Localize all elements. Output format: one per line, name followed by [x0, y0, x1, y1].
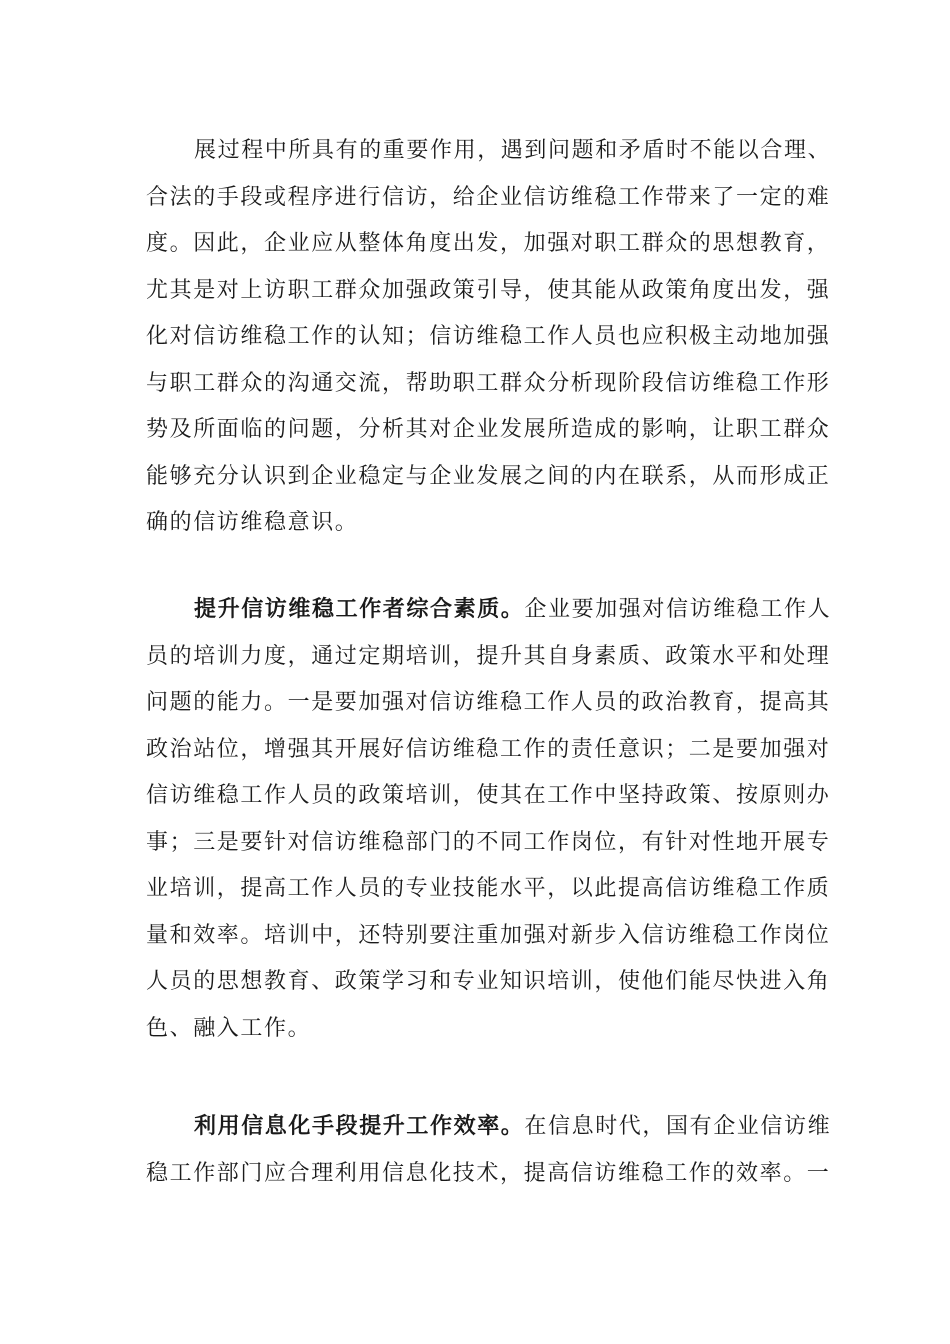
- paragraph-2: [146, 587, 832, 1052]
- text-line: 度。因此，企业应从整体角度出发，加强对职工群众的思想教育，: [146, 231, 831, 256]
- text-span: 在信息时代，国有企业信访维: [524, 1114, 832, 1139]
- text-line: 合法的手段或程序进行信访，给企业信访维稳工作带来了一定的难: [146, 184, 831, 210]
- text-line: [146, 587, 832, 634]
- text-line: 事；三是要针对信访维稳部门的不同工作岗位，有针对性地开展专: [146, 829, 831, 855]
- text-line: 势及所面临的问题，分析其对企业发展所造成的影响，让职工群众: [146, 417, 831, 442]
- text-line: 政治站位，增强其开展好信访维稳工作的责任意识；二是要加强对: [146, 736, 831, 762]
- text-line: 确的信访维稳意识。: [146, 510, 359, 535]
- text-line: 化对信访维稳工作的认知；信访维稳工作人员也应积极主动地加强: [146, 324, 831, 349]
- text-line: 展过程中所具有的重要作用，遇到问题和矛盾时不能以合理、: [194, 138, 832, 163]
- text-line: 信访维稳工作人员的政策培训，使其在工作中坚持政策、按原则办: [146, 783, 831, 808]
- text-line: 问题的能力。一是要加强对信访维稳工作人员的政治教育，提高其: [146, 690, 831, 715]
- text-line: 员的培训力度，通过定期培训，提升其自身素质、政策水平和处理: [146, 643, 831, 669]
- paragraph-heading: 提升信访维稳工作者综合素质。: [194, 597, 525, 622]
- text-line: 色、融入工作。: [146, 1015, 312, 1041]
- text-line: 稳工作部门应合理利用信息化技术，提高信访维稳工作的效率。一: [146, 1160, 831, 1186]
- paragraph-3: [146, 1104, 832, 1197]
- text-line: 与职工群众的沟通交流，帮助职工群众分析现阶段信访维稳工作形: [146, 370, 831, 396]
- paragraph-1: [146, 128, 832, 547]
- text-line: 人员的思想教育、政策学习和专业知识培训，使他们能尽快进入角: [146, 969, 831, 994]
- paragraph-heading: 利用信息化手段提升工作效率。: [194, 1114, 525, 1139]
- text-line: [146, 1104, 832, 1151]
- text-line: 量和效率。培训中，还特别要注重加强对新步入信访维稳工作岗位: [146, 922, 831, 948]
- text-line: 业培训，提高工作人员的专业技能水平，以此提高信访维稳工作质: [146, 876, 831, 901]
- text-span: 企业要加强对信访维稳工作人: [524, 597, 832, 622]
- text-line: 尤其是对上访职工群众加强政策引导，使其能从政策角度出发，强: [146, 277, 831, 303]
- text-line: 能够充分认识到企业稳定与企业发展之间的内在联系，从而形成正: [146, 463, 831, 489]
